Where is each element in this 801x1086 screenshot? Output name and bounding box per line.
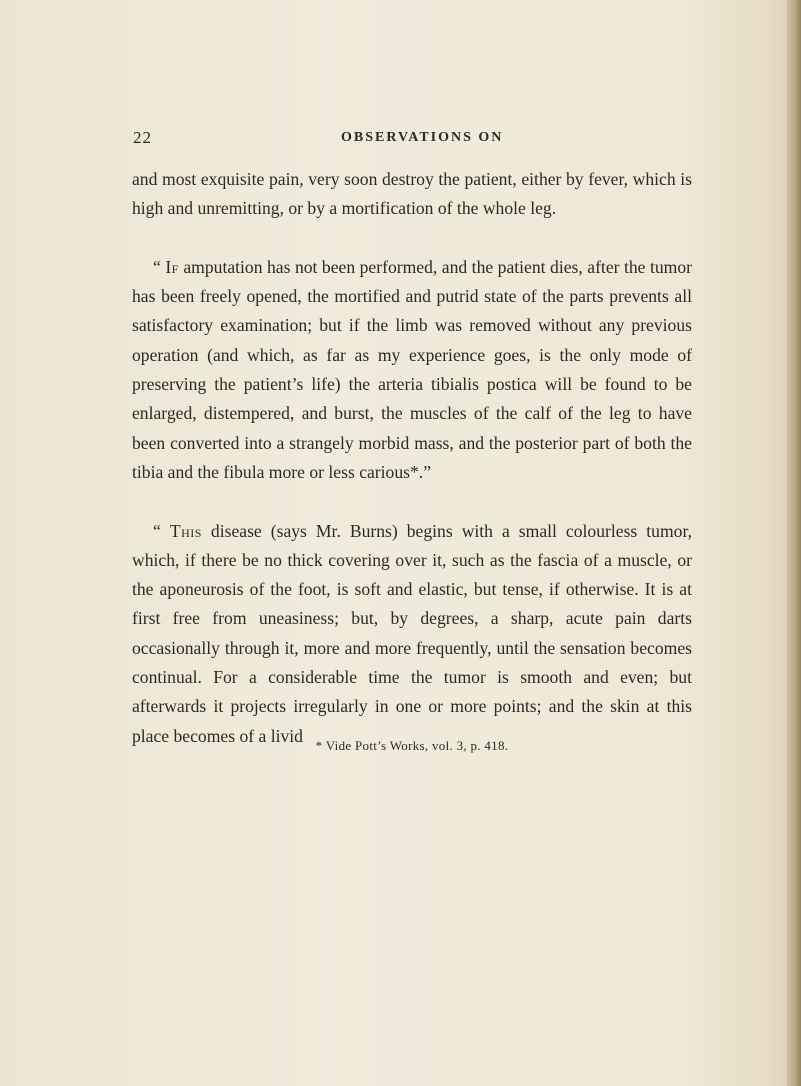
paragraph-1 — [132, 165, 692, 224]
body-text — [132, 165, 692, 751]
paragraph-3-open-quote: “ — [153, 520, 170, 541]
footnote: * Vide Pott’s Works, vol. 3, p. 418. — [315, 738, 509, 753]
paragraph-3 — [132, 517, 692, 751]
paragraph-3-lead: This — [169, 520, 202, 541]
running-head: OBSERVATIONS ON — [341, 130, 504, 145]
page-edge — [787, 0, 801, 1086]
paragraph-1-text: and most exquisite pain, very soon destroy the patient, either by fever, which is high and unremitting, or by a mortification of the whole leg. — [132, 169, 692, 219]
paragraph-2-open-quote: “ — [153, 256, 166, 277]
paragraph-2 — [132, 253, 692, 487]
page-number: 22 — [133, 128, 152, 147]
paragraph-2-lead: If — [165, 256, 179, 277]
page-header — [133, 128, 691, 152]
paragraph-3-text: disease (says Mr. Burns) begins with a small colourless tumor, which, if there be no thick covering over it, such as the fascia of a muscle, or the aponeurosis of the foot, is soft and elastic, but tense, if otherwise. It is at first free from uneasiness; but, by degrees, a sharp, acute pain darts occasionally through it, more and more frequently, until the sensation becomes continual. For a considerable time the tumor is smooth and even; but afterwards it projects irregularly in one or more points; and the skin at this place becomes of a livid — [132, 520, 692, 746]
paragraph-2-text: amputation has not been performed, and the patient dies, after the tumor has been freely opened, the mortified and putrid state of the parts prevents all satisfactory examination; but if the limb was removed without any previous operation (and which, as far as my experience goes, is the only mode of preserving the patient’s life) the arteria tibialis postica will be found to be enlarged, distempered, and burst, the muscles of the calf of the leg to have been converted into a strangely morbid mass, and the posterior part of both the tibia and the fibula more or less carious*.” — [132, 256, 692, 482]
